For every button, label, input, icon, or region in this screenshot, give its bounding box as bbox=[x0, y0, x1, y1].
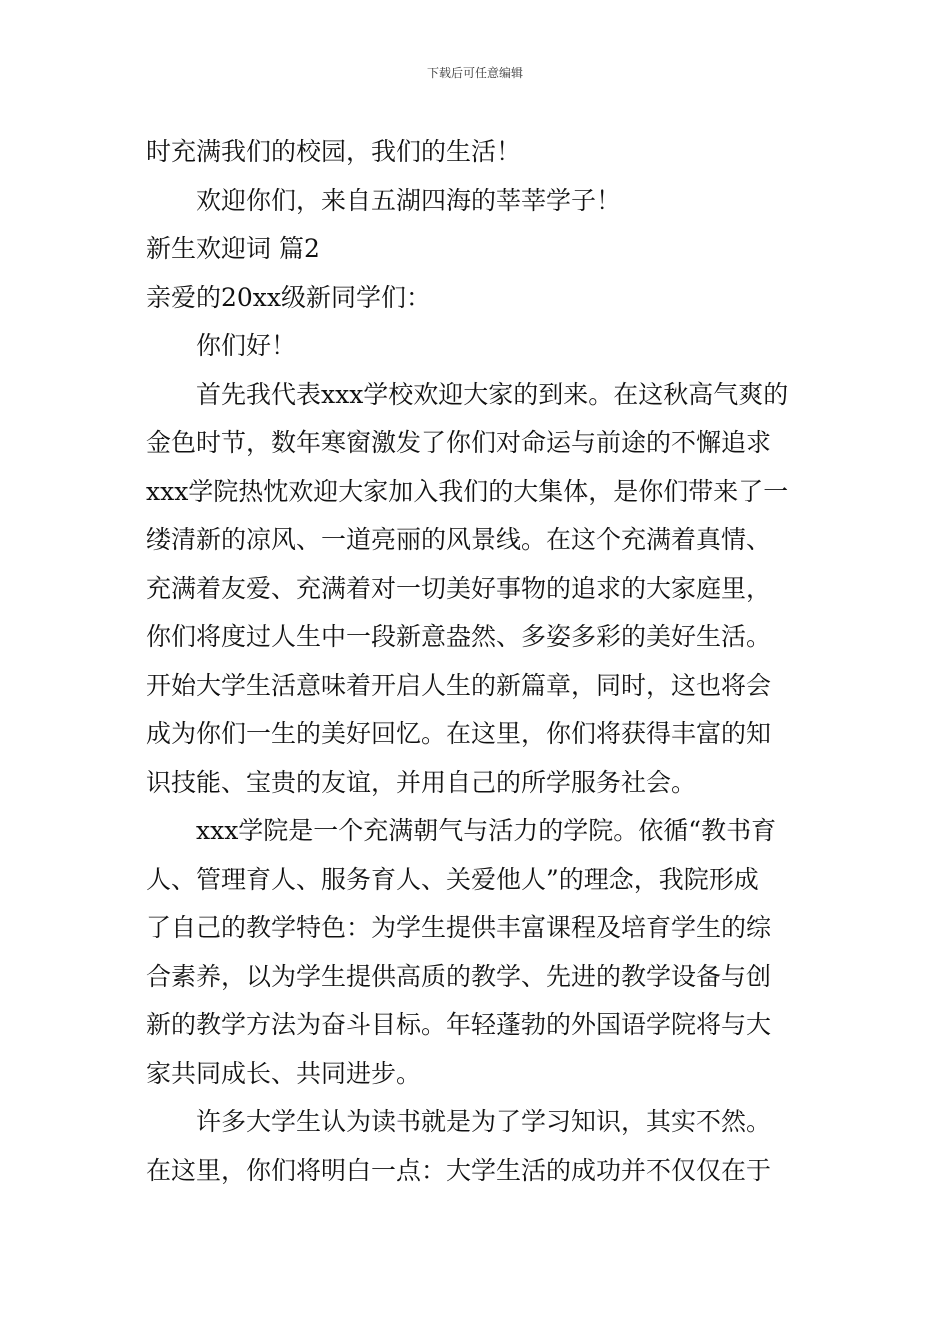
text-line: 家共同成长、共同进步。 bbox=[146, 1058, 422, 1088]
text-line: 在这里，你们将明白一点：大学生活的成功并不仅仅在于 bbox=[146, 1155, 772, 1185]
text-line: 新的教学方法为奋斗目标。年轻蓬勃的外国语学院将与大 bbox=[146, 1010, 772, 1039]
text-line: 时充满我们的校园，我们的生活！ bbox=[146, 137, 522, 166]
text-line: xxx学院热忱欢迎大家加入我们的大集体，是你们带来了一 bbox=[146, 476, 789, 506]
text-line: 识技能、宝贵的友谊，并用自己的所学服务社会。 bbox=[146, 767, 697, 797]
text-line: 金色时节，数年寒窗激发了你们对命运与前途的不懈追求 bbox=[146, 428, 772, 457]
text-line: 你们将度过人生中一段新意盎然、多姿多彩的美好生活。 bbox=[146, 622, 772, 651]
text-line: xxx学院是一个充满朝气与活力的学院。依循“教书育 bbox=[196, 816, 777, 845]
text-line: 首先我代表xxx学校欢迎大家的到来。在这秋高气爽的 bbox=[196, 379, 789, 409]
page-header-note: 下载后可任意编辑 bbox=[426, 66, 523, 80]
text-line: 开始大学生活意味着开启人生的新篇章，同时，这也将会 bbox=[146, 670, 772, 700]
salutation: 亲爱的20xx级新同学们： bbox=[146, 282, 432, 312]
text-line: 许多大学生认为读书就是为了学习知识，其实不然。 bbox=[196, 1107, 772, 1136]
text-line: 合素养，以为学生提供高质的教学、先进的教学设备与创 bbox=[146, 961, 772, 991]
text-line: 缕清新的凉风、一道亮丽的风景线。在这个充满着真情、 bbox=[146, 525, 772, 554]
greeting: 你们好！ bbox=[196, 331, 297, 360]
text-line: 人、管理育人、服务育人、关爱他人”的理念，我院形成 bbox=[146, 864, 759, 894]
text-line: 充满着友爱、充满着对一切美好事物的追求的大家庭里， bbox=[146, 573, 772, 603]
text-line: 欢迎你们，来自五湖四海的莘莘学子！ bbox=[196, 185, 622, 215]
text-line: 了自己的教学特色：为学生提供丰富课程及培育学生的综 bbox=[146, 913, 772, 942]
document-body bbox=[146, 128, 810, 1195]
text-line: 成为你们一生的美好回忆。在这里，你们将获得丰富的知 bbox=[146, 719, 772, 748]
section-heading: 新生欢迎词 篇2 bbox=[146, 234, 320, 263]
